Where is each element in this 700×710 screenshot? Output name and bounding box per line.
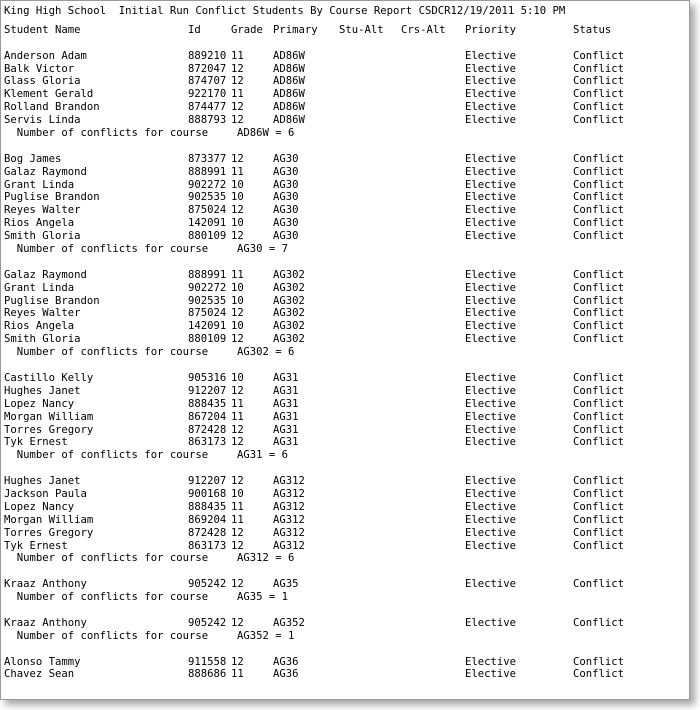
status-cell: Conflict — [573, 307, 625, 320]
student-name-cell: Galaz Raymond — [4, 165, 87, 178]
primary-course-cell: AG30 — [273, 230, 299, 243]
student-name-cell: Morgan William — [4, 513, 94, 526]
grade-cell: 12 — [231, 333, 244, 346]
grade-cell: 12 — [231, 204, 244, 217]
student-id-cell: 922170 — [188, 88, 227, 101]
student-id-cell: 875024 — [188, 204, 227, 217]
priority-cell: Elective — [465, 114, 517, 127]
spacer — [4, 643, 689, 656]
student-name-cell: Anderson Adam — [4, 49, 87, 62]
student-id-cell: 872428 — [188, 526, 227, 539]
status-cell: Conflict — [573, 217, 625, 230]
grade-cell: 12 — [231, 475, 244, 488]
primary-course-cell: AG30 — [273, 217, 299, 230]
course-groups — [4, 50, 689, 682]
student-row — [4, 204, 689, 217]
student-row — [4, 101, 689, 114]
student-name-cell: Lopez Nancy — [4, 500, 75, 513]
priority-cell: Elective — [465, 397, 517, 410]
primary-course-cell: AG31 — [273, 410, 299, 423]
conflict-count-value: AG352 = 1 — [237, 629, 295, 642]
student-row — [4, 385, 689, 398]
student-row — [4, 153, 689, 166]
column-header-row — [4, 24, 689, 37]
priority-cell: Elective — [465, 204, 517, 217]
status-cell: Conflict — [573, 62, 625, 75]
header-crs-alt: Crs-Alt — [401, 23, 446, 36]
student-row — [4, 617, 689, 630]
status-cell: Conflict — [573, 668, 625, 681]
grade-cell: 11 — [231, 500, 244, 513]
primary-course-cell: AD86W — [273, 114, 305, 127]
priority-cell: Elective — [465, 320, 517, 333]
primary-course-cell: AD86W — [273, 88, 305, 101]
grade-cell: 10 — [231, 294, 244, 307]
conflict-count-row — [4, 591, 689, 604]
status-cell: Conflict — [573, 152, 625, 165]
primary-course-cell: AG302 — [273, 307, 305, 320]
status-cell: Conflict — [573, 384, 625, 397]
student-name-cell: Hughes Janet — [4, 475, 81, 488]
student-name-cell: Morgan William — [4, 410, 94, 423]
priority-cell: Elective — [465, 191, 517, 204]
status-cell: Conflict — [573, 268, 625, 281]
grade-cell: 12 — [231, 539, 244, 552]
student-row — [4, 269, 689, 282]
spacer — [4, 359, 689, 372]
priority-cell: Elective — [465, 616, 517, 629]
student-id-cell: 888435 — [188, 500, 227, 513]
status-cell: Conflict — [573, 49, 625, 62]
priority-cell: Elective — [465, 152, 517, 165]
conflict-count-label: Number of conflicts for course — [4, 552, 215, 565]
student-name-cell: Torres Gregory — [4, 423, 94, 436]
status-cell: Conflict — [573, 191, 625, 204]
priority-cell: Elective — [465, 487, 517, 500]
priority-cell: Elective — [465, 75, 517, 88]
primary-course-cell: AG352 — [273, 616, 305, 629]
student-row — [4, 656, 689, 669]
student-name-cell: Hughes Janet — [4, 384, 81, 397]
status-cell: Conflict — [573, 475, 625, 488]
student-name-cell: Jackson Paula — [4, 487, 87, 500]
conflict-count-row — [4, 630, 689, 643]
conflict-count-row — [4, 449, 689, 462]
primary-course-cell: AG36 — [273, 655, 299, 668]
student-id-cell: 880109 — [188, 230, 227, 243]
grade-cell: 12 — [231, 114, 244, 127]
grade-cell: 11 — [231, 668, 244, 681]
priority-cell: Elective — [465, 281, 517, 294]
priority-cell: Elective — [465, 668, 517, 681]
student-name-cell: Kraaz Anthony — [4, 616, 87, 629]
status-cell: Conflict — [573, 655, 625, 668]
status-cell: Conflict — [573, 281, 625, 294]
student-id-cell: 912207 — [188, 475, 227, 488]
student-name-cell: Chavez Sean — [4, 668, 75, 681]
header-primary: Primary — [273, 23, 318, 36]
student-name-cell: Smith Gloria — [4, 230, 81, 243]
student-row — [4, 333, 689, 346]
priority-cell: Elective — [465, 49, 517, 62]
priority-cell: Elective — [465, 333, 517, 346]
grade-cell: 10 — [231, 191, 244, 204]
student-name-cell: Puglise Brandon — [4, 294, 100, 307]
student-row — [4, 501, 689, 514]
priority-cell: Elective — [465, 217, 517, 230]
course-group — [4, 50, 689, 153]
spacer — [4, 462, 689, 475]
primary-course-cell: AG30 — [273, 178, 299, 191]
primary-course-cell: AD86W — [273, 49, 305, 62]
primary-course-cell: AG312 — [273, 526, 305, 539]
priority-cell: Elective — [465, 436, 517, 449]
primary-course-cell: AG31 — [273, 371, 299, 384]
header-grade: Grade — [231, 23, 263, 36]
student-row — [4, 436, 689, 449]
student-row — [4, 424, 689, 437]
student-row — [4, 540, 689, 553]
grade-cell: 12 — [231, 526, 244, 539]
student-name-cell: Lopez Nancy — [4, 397, 75, 410]
student-name-cell: Grant Linda — [4, 178, 75, 191]
student-id-cell: 888793 — [188, 114, 227, 127]
priority-cell: Elective — [465, 165, 517, 178]
status-cell: Conflict — [573, 371, 625, 384]
conflict-report — [4, 5, 689, 681]
primary-course-cell: AG302 — [273, 294, 305, 307]
status-cell: Conflict — [573, 88, 625, 101]
priority-cell: Elective — [465, 101, 517, 114]
student-name-cell: Glass Gloria — [4, 75, 81, 88]
student-name-cell: Grant Linda — [4, 281, 75, 294]
primary-course-cell: AG312 — [273, 487, 305, 500]
priority-cell: Elective — [465, 423, 517, 436]
student-row — [4, 282, 689, 295]
student-row — [4, 88, 689, 101]
spacer — [4, 256, 689, 269]
grade-cell: 10 — [231, 320, 244, 333]
student-id-cell: 902535 — [188, 191, 227, 204]
student-id-cell: 888991 — [188, 268, 227, 281]
grade-cell: 12 — [231, 307, 244, 320]
student-name-cell: Tyk Ernest — [4, 539, 68, 552]
student-row — [4, 514, 689, 527]
primary-course-cell: AG31 — [273, 384, 299, 397]
header-stu-alt: Stu-Alt — [339, 23, 384, 36]
student-name-cell: Puglise Brandon — [4, 191, 100, 204]
student-id-cell: 869204 — [188, 513, 227, 526]
student-id-cell: 911558 — [188, 655, 227, 668]
grade-cell: 11 — [231, 410, 244, 423]
header-id: Id — [188, 23, 201, 36]
spacer — [4, 604, 689, 617]
student-row — [4, 578, 689, 591]
status-cell: Conflict — [573, 165, 625, 178]
student-row — [4, 63, 689, 76]
student-id-cell: 889210 — [188, 49, 227, 62]
status-cell: Conflict — [573, 75, 625, 88]
student-row — [4, 475, 689, 488]
student-name-cell: Balk Victor — [4, 62, 75, 75]
student-name-cell: Reyes Walter — [4, 307, 81, 320]
status-cell: Conflict — [573, 487, 625, 500]
student-name-cell: Servis Linda — [4, 114, 81, 127]
student-id-cell: 888686 — [188, 668, 227, 681]
conflict-count-value: AG312 = 6 — [237, 552, 295, 565]
primary-course-cell: AG36 — [273, 668, 299, 681]
priority-cell: Elective — [465, 500, 517, 513]
student-row — [4, 75, 689, 88]
grade-cell: 12 — [231, 152, 244, 165]
spacer — [4, 37, 689, 50]
status-cell: Conflict — [573, 294, 625, 307]
priority-cell: Elective — [465, 371, 517, 384]
student-id-cell: 872428 — [188, 423, 227, 436]
conflict-count-label: Number of conflicts for course — [4, 243, 215, 256]
status-cell: Conflict — [573, 410, 625, 423]
student-name-cell: Rios Angela — [4, 217, 75, 230]
student-id-cell: 880109 — [188, 333, 227, 346]
primary-course-cell: AD86W — [273, 75, 305, 88]
grade-cell: 12 — [231, 75, 244, 88]
student-id-cell: 875024 — [188, 307, 227, 320]
status-cell: Conflict — [573, 436, 625, 449]
student-row — [4, 372, 689, 385]
student-name-cell: Smith Gloria — [4, 333, 81, 346]
student-row — [4, 191, 689, 204]
primary-course-cell: AG312 — [273, 539, 305, 552]
conflict-count-label: Number of conflicts for course — [4, 346, 215, 359]
grade-cell: 10 — [231, 487, 244, 500]
status-cell: Conflict — [573, 526, 625, 539]
conflict-count-label: Number of conflicts for course — [4, 449, 215, 462]
course-group — [4, 578, 689, 617]
course-group — [4, 617, 689, 656]
status-cell: Conflict — [573, 616, 625, 629]
course-group — [4, 269, 689, 372]
student-name-cell: Klement Gerald — [4, 88, 94, 101]
spacer — [4, 565, 689, 578]
priority-cell: Elective — [465, 539, 517, 552]
conflict-count-row — [4, 243, 689, 256]
conflict-count-label: Number of conflicts for course — [4, 591, 215, 604]
conflict-count-value: AG35 = 1 — [237, 591, 289, 604]
grade-cell: 12 — [231, 655, 244, 668]
student-row — [4, 179, 689, 192]
student-row — [4, 307, 689, 320]
primary-course-cell: AG312 — [273, 475, 305, 488]
grade-cell: 12 — [231, 230, 244, 243]
grade-cell: 10 — [231, 371, 244, 384]
header-student-name: Student Name — [4, 23, 81, 36]
student-row — [4, 50, 689, 63]
student-id-cell: 888991 — [188, 165, 227, 178]
status-cell: Conflict — [573, 333, 625, 346]
priority-cell: Elective — [465, 513, 517, 526]
student-name-cell: Rolland Brandon — [4, 101, 100, 114]
conflict-count-value: AG302 = 6 — [237, 346, 295, 359]
priority-cell: Elective — [465, 410, 517, 423]
status-cell: Conflict — [573, 397, 625, 410]
status-cell: Conflict — [573, 539, 625, 552]
primary-course-cell: AG35 — [273, 578, 299, 591]
primary-course-cell: AG302 — [273, 281, 305, 294]
primary-course-cell: AD86W — [273, 101, 305, 114]
conflict-count-label: Number of conflicts for course — [4, 127, 215, 140]
priority-cell: Elective — [465, 62, 517, 75]
primary-course-cell: AG31 — [273, 397, 299, 410]
grade-cell: 12 — [231, 616, 244, 629]
grade-cell: 10 — [231, 178, 244, 191]
student-row — [4, 527, 689, 540]
priority-cell: Elective — [465, 655, 517, 668]
grade-cell: 12 — [231, 578, 244, 591]
primary-course-cell: AG312 — [273, 513, 305, 526]
report-title: King High School Initial Run Conflict Students By Course Report CSDCR12/19/2011 5:10 PM — [4, 5, 566, 17]
student-id-cell: 863173 — [188, 539, 227, 552]
grade-cell: 10 — [231, 281, 244, 294]
grade-cell: 12 — [231, 62, 244, 75]
student-id-cell: 142091 — [188, 217, 227, 230]
course-group — [4, 372, 689, 475]
student-name-cell: Kraaz Anthony — [4, 578, 87, 591]
student-name-cell: Torres Gregory — [4, 526, 94, 539]
primary-course-cell: AG30 — [273, 191, 299, 204]
status-cell: Conflict — [573, 500, 625, 513]
student-name-cell: Tyk Ernest — [4, 436, 68, 449]
priority-cell: Elective — [465, 307, 517, 320]
student-id-cell: 902272 — [188, 281, 227, 294]
priority-cell: Elective — [465, 578, 517, 591]
primary-course-cell: AG30 — [273, 152, 299, 165]
grade-cell: 11 — [231, 165, 244, 178]
course-group — [4, 153, 689, 269]
status-cell: Conflict — [573, 204, 625, 217]
status-cell: Conflict — [573, 101, 625, 114]
status-cell: Conflict — [573, 513, 625, 526]
student-row — [4, 488, 689, 501]
header-priority: Priority — [465, 23, 517, 36]
student-row — [4, 114, 689, 127]
primary-course-cell: AG302 — [273, 268, 305, 281]
student-name-cell: Castillo Kelly — [4, 371, 94, 384]
student-id-cell: 873377 — [188, 152, 227, 165]
primary-course-cell: AG312 — [273, 500, 305, 513]
course-group — [4, 475, 689, 578]
student-row — [4, 320, 689, 333]
student-id-cell: 142091 — [188, 320, 227, 333]
grade-cell: 12 — [231, 101, 244, 114]
priority-cell: Elective — [465, 230, 517, 243]
priority-cell: Elective — [465, 88, 517, 101]
priority-cell: Elective — [465, 526, 517, 539]
priority-cell: Elective — [465, 294, 517, 307]
student-id-cell: 902535 — [188, 294, 227, 307]
student-name-cell: Bog James — [4, 152, 62, 165]
priority-cell: Elective — [465, 268, 517, 281]
grade-cell: 11 — [231, 397, 244, 410]
conflict-count-row — [4, 552, 689, 565]
priority-cell: Elective — [465, 178, 517, 191]
student-id-cell: 905242 — [188, 616, 227, 629]
student-row — [4, 411, 689, 424]
student-row — [4, 217, 689, 230]
conflict-count-value: AG30 = 7 — [237, 243, 289, 256]
status-cell: Conflict — [573, 114, 625, 127]
student-row — [4, 230, 689, 243]
status-cell: Conflict — [573, 178, 625, 191]
grade-cell: 10 — [231, 217, 244, 230]
student-row — [4, 166, 689, 179]
student-id-cell: 888435 — [188, 397, 227, 410]
primary-course-cell: AG302 — [273, 320, 305, 333]
student-id-cell: 867204 — [188, 410, 227, 423]
student-id-cell: 902272 — [188, 178, 227, 191]
student-id-cell: 872047 — [188, 62, 227, 75]
conflict-count-row — [4, 346, 689, 359]
student-name-cell: Reyes Walter — [4, 204, 81, 217]
status-cell: Conflict — [573, 230, 625, 243]
student-name-cell: Rios Angela — [4, 320, 75, 333]
grade-cell: 11 — [231, 88, 244, 101]
student-id-cell: 874477 — [188, 101, 227, 114]
student-id-cell: 905316 — [188, 371, 227, 384]
primary-course-cell: AG31 — [273, 423, 299, 436]
student-id-cell: 863173 — [188, 436, 227, 449]
status-cell: Conflict — [573, 320, 625, 333]
grade-cell: 12 — [231, 384, 244, 397]
primary-course-cell: AG31 — [273, 436, 299, 449]
primary-course-cell: AG30 — [273, 204, 299, 217]
primary-course-cell: AG302 — [273, 333, 305, 346]
status-cell: Conflict — [573, 423, 625, 436]
grade-cell: 11 — [231, 49, 244, 62]
student-id-cell: 900168 — [188, 487, 227, 500]
conflict-count-row — [4, 127, 689, 140]
student-row — [4, 398, 689, 411]
spacer — [4, 140, 689, 153]
student-id-cell: 905242 — [188, 578, 227, 591]
grade-cell: 12 — [231, 436, 244, 449]
student-name-cell: Galaz Raymond — [4, 268, 87, 281]
status-cell: Conflict — [573, 578, 625, 591]
course-group — [4, 656, 689, 682]
primary-course-cell: AG30 — [273, 165, 299, 178]
grade-cell: 11 — [231, 268, 244, 281]
primary-course-cell: AD86W — [273, 62, 305, 75]
grade-cell: 12 — [231, 423, 244, 436]
priority-cell: Elective — [465, 475, 517, 488]
priority-cell: Elective — [465, 384, 517, 397]
student-id-cell: 912207 — [188, 384, 227, 397]
conflict-count-value: AD86W = 6 — [237, 127, 295, 140]
student-name-cell: Alonso Tammy — [4, 655, 81, 668]
header-status: Status — [573, 23, 612, 36]
student-row — [4, 295, 689, 308]
conflict-count-label: Number of conflicts for course — [4, 629, 215, 642]
student-id-cell: 874707 — [188, 75, 227, 88]
conflict-count-value: AG31 = 6 — [237, 449, 289, 462]
grade-cell: 11 — [231, 513, 244, 526]
student-row — [4, 668, 689, 681]
